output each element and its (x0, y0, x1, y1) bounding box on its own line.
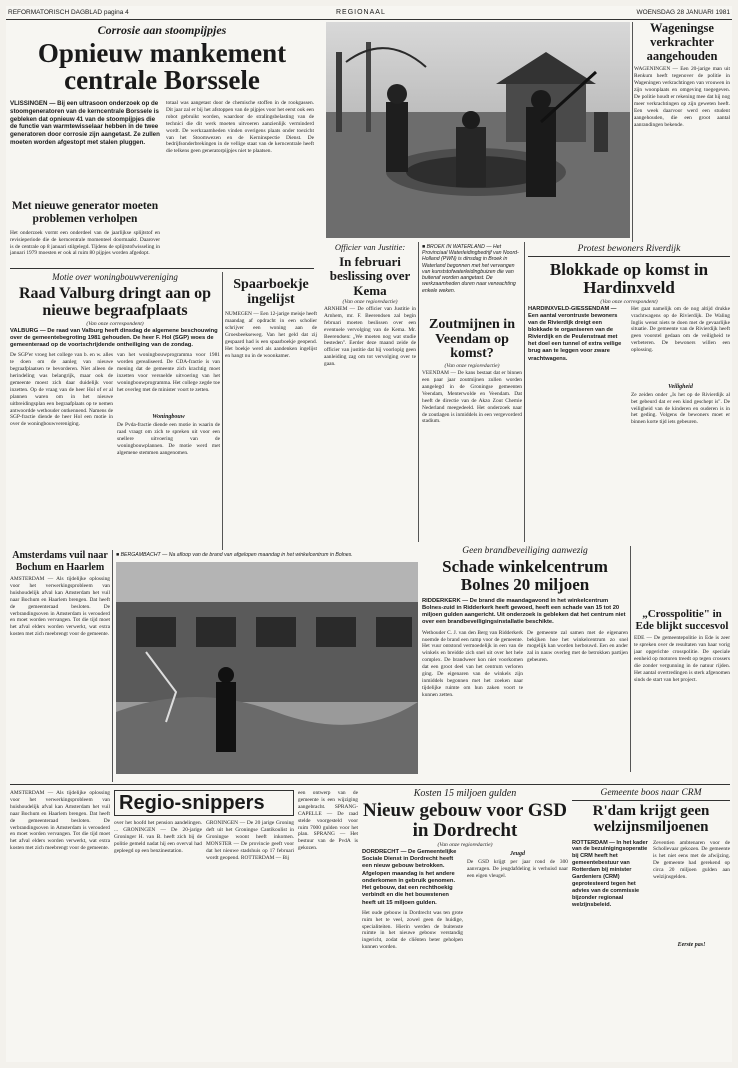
lead: VLISSINGEN — Bij een ultrasoon onderzoek op de stoomgeneratoren van de kerncentrale Borssele is gebleken dat opnieuw 41 van de stoompijpjes die de functie van warmtewisselaar hebben in de twee generatoren door corrosie zijn aangetast. Ze zullen moeten worden afgestopt met stalen pluggen. (10, 100, 160, 146)
kicker: Gemeente boos naar CRM (572, 788, 730, 801)
kicker: Corrosie aan stoompijpjes (97, 23, 227, 37)
kicker: Protest bewoners Riverdijk (528, 244, 730, 257)
headline: Raad Valburg dringt aan op nieuwe begraafplaats (18, 285, 212, 319)
article-kema (324, 242, 416, 474)
photo-image (326, 22, 630, 238)
photo-water-pipes (326, 22, 630, 238)
regio-snippers-col3 (298, 790, 358, 1052)
headline: Zoutmijnen in Veendam op komst? (429, 317, 515, 362)
headline: „Crosspolitie" in Ede blijkt succesvol (635, 608, 729, 633)
byline: (Van onze regioredactie) (342, 298, 398, 305)
divider (630, 546, 631, 772)
masthead-section: REGIONAAL (336, 9, 386, 16)
article-amsterdam (10, 550, 110, 802)
article-generator (10, 200, 160, 264)
headline: Opnieuw mankement centrale Borssele (37, 38, 287, 95)
lead: DORDRECHT — De Gemeentelijke Sociale Dienst in Dordrecht heeft een nieuw gebouw betrokken. Afgelopen maandag is het andere onderkomen in gebruik genomen. Het gebouw, dat een rechthoekig verbindt en die het bouwstenen heeft uit 15 miljoen gulden. (362, 848, 457, 906)
body-2: De GSD krijgt per jaar rond de 300 aanvragen. De jeugdafdeling is verhuisd naar een eigen vleugel. (467, 858, 568, 879)
byline: (Van onze correspondent) (86, 320, 144, 327)
snippet-col-3: een ontwerp van de gemeente is een wijziging aangebracht. SPRANG-CAPELLE — De raad stelde voorgesteld voor ruim 7000 gulden voor het plan. SPRANG — Het bestuur van de PvdA is gekozen. (298, 790, 358, 852)
byline: (Van onze regioredactie) (444, 363, 500, 370)
article-riverdijk (528, 244, 730, 492)
subhead: Woningbouw (152, 414, 185, 421)
photo-fire-damage (116, 562, 418, 774)
kicker: Officier van Justitie: (334, 242, 406, 252)
headline: R'dam krijgt geen welzijnsmiljoenen (592, 803, 710, 835)
headline: Wageningse verkrachter aangehouden (646, 21, 718, 63)
body: AMSTERDAM — Als tijdelijke oplossing voor het verwerkingsprobleem van huishoudelijk afval kan Amsterdam het vuil naar Bochum en Haarlem brengen. Dat heeft de gemeenteraad besloten. De verbrandingsoven in Amsterdam is verouderd en moet worden vervangen. Tot die tijd moet het afval elders worden verwerkt, wat extra kosten met zich meebrengt voor de gemeente. (10, 790, 110, 852)
kicker: Motie over woningbouwvereniging (52, 272, 178, 282)
lead: RIDDERKERK — De brand die maandagavond in het winkelcentrum Bolnes-zuid in Ridderkerk heeft gewoed, heeft een schade van 15 tot 20 miljoen gulden aangericht. Uit onderzoek is gebleken dat het centrum niet over een brandbeveiligingsinstallatie beschikte. (422, 597, 626, 626)
article-crm (572, 788, 730, 1030)
headline: Amsterdams vuil naar Bochum en Haarlem (12, 550, 108, 573)
headline: Met nieuwe generator moeten problemen verholpen (11, 200, 159, 225)
divider (524, 242, 525, 542)
photo-image (116, 562, 418, 774)
amsterdam-continued (10, 790, 110, 1052)
headline: Blokkade op komst in Hardinxveld (549, 260, 709, 298)
body: EDE — De gemeentepolitie in Ede is zeer te spreken over de resultaten van haar vorig jaar opgerichte crosspolitie. De speciale eenheid op motoren treedt op tegen crossers die zonder vergunning in de natuur rijden. Het aantal overtredingen is sterk afgenomen sinds de start van het project. (634, 635, 730, 683)
body: Wethouder C. J. van den Berg van Ridderkerk noemde de brand een ramp voor de gemeente. Het vuur ontstond vermoedelijk in een van de winkels en breidde zich snel uit over het hele complex. De brandweer kon niet voorkomen dat een groot deel van het centrum verloren ging. De eigenaren van de winkels zijn inmiddels begonnen met het zoeken naar tijdelijke ruimte om hun zaken voort te kunnen zetten. (422, 629, 523, 698)
photo-caption: ■ BERGAMBACHT — Na afloop van de brand van afgelopen maandag in het winkelcentrum in Bolnes. (116, 552, 353, 558)
masthead-left: REFORMATORISCH DAGBLAD pagina 4 (8, 9, 129, 16)
divider (632, 22, 633, 242)
body: VEENDAM — De kans bestaat dat er binnen een paar jaar zoutmijnen zullen worden aangelegd in de Groningse gemeenten Veendam, Menterwolde en Veendam. Dat heeft de directie van de Akzo Zout Chemie Nederland meegedeeld. Het onderzoek naar de zoutlagen is inmiddels in een vergevorderd stadium. (422, 370, 522, 425)
body: WAGENINGEN — Een 20-jarige man uit Renkum heeft tegenover de politie in Wageningen verkrachtingen van vrouwen in zijn woonplaats en omgeving toegegeven. De politie houdt er rekening mee dat hij nog meer verkrachtingen op zijn geweten heeft. Een week daarvoor werd een student aangehouden, die een groot aantal aanrandingen bekende. (634, 66, 730, 128)
divider (222, 272, 223, 550)
kicker: Geen brandbeveiliging aanwezig (462, 546, 588, 556)
newspaper-page (6, 6, 732, 1062)
article-gsd (362, 788, 568, 1039)
article-wageningse (634, 22, 730, 216)
subhead: Veiligheid (668, 383, 693, 390)
article-spaarboekje (225, 278, 317, 447)
subhead: Eerste pas! (677, 941, 706, 948)
article-crosspolitie (634, 608, 730, 789)
body: totaal was aangetast door de chemische stoffen in de rookgassen. Dit jaar zal er bij het afstoppen van de pijpjes voor het eerst ook een robot gebruikt worden, waardoor de stralingsbelasting van de technici die dit werk moeten uitvoeren aanzienlijk verminderd wordt. De werkzaamheden vinden overigens plaats onder toezicht van het Stoomwezen en de Kerninspectie Dienst. De bedrijfsonderbrekingen in de vellige staat van de kerncentrale heeft die telkens geen generatorpijpjes niet te plaatsen. (166, 100, 314, 155)
body: Het onderzoek vormt een onderdeel van de jaarlijkse splijtstof en revisieperiode die de kerncentrale momenteel doormaakt. Daarover is de centrale op 8 januari stilgelegd. Tijdens de splijtstofwisseling in januari 1979 moesten er ook al ruim 80 pijpjes worden afgedopt. (10, 229, 160, 257)
lead: HARDINXVELD-GIESSENDAM — Een aantal verontruste bewoners van de Rivierdijk dreigt een blokkade te organiseren van de Rivierdijk en de Peulenstraat met het doel een tunnel of extra veilige brug aan te leggen voor zware vrachtwagens. (528, 305, 622, 362)
snippet-col-1: over het hoofd het pension aandelingen. ... GRONINGEN — De 20-jarige Groninger H. van B. heeft zich bij de politie gemeld nadat hij een overval had gepleegd op een benzinestation. (114, 820, 202, 854)
byline: (Van onze regioredactie) (437, 841, 493, 848)
divider (10, 268, 314, 269)
section-title: Regio-snippers (114, 790, 294, 816)
byline: (Van onze correspondent) (600, 298, 658, 305)
body: ARNHEM — De officier van Justitie in Arnhem, mr. F. Beerendsen zal begin februari moeten beslissen over een eventuele vervolging van de Kema. Mr. Beerendsen: „We moeten nog wat studie besteden". Eerder deze maand zeide de officier van justitie dat hij voorlopig geen aanleiding zag om tot vervolging over te gaan. (324, 305, 416, 368)
headline: Nieuw gebouw voor GSD in Dordrecht (363, 800, 567, 841)
body: Het gaat namelijk om de nog altijd drukke vrachtwagens op de Rivierdijk. De Waling Inglis wenst niets te doen met de gevaarlijke situatie. De gemeente van de Rivierdijk heeft geen voorstel gedaan om de veiligheid te verbeteren. De bewoners willen een oplossing. (631, 305, 730, 354)
headline: Spaarboekje ingelijst (233, 277, 309, 307)
masthead-date: WOENSDAG 28 JANUARI 1981 (636, 9, 730, 16)
article-zoutmijnen (422, 318, 522, 510)
regio-snippers (114, 790, 294, 1056)
article-valburg (10, 272, 220, 530)
photo-caption: ■ BROEK IN WATERLAND — Het Provinciaal Waterleidingbedrijf van Noord-Holland (PWN) is dinsdag in Broek in Waterland begonnen met het vervangen van kunststofwaterleidingbuizen die van buitenaf worden aangetast. De werkzaamheden duren naar verwachting enkele weken. (422, 244, 519, 294)
body: Zeventien ambtenaren voor de Schollevaar gekozen. De gemeente is het niet eens met de afwijzing. De gemeente had gerekend op circa 20 miljoen gulden aan welzijnsgelden. (653, 839, 730, 881)
body: AMSTERDAM — Als tijdelijke oplossing voor het verwerkingsprobleem van huishoudelijk afval kan Amsterdam het vuil naar Bochum en Haarlem brengen. Dat heeft de gemeenteraad besloten. De verbrandingsoven in Amsterdam is verouderd en moet worden vervangen. Tot die tijd moet het afval elders worden verwerkt, wat extra kosten met zich meebrengt voor de gemeente. (10, 576, 110, 638)
body: Het oude gebouw in Dordrecht was ten grote ruim het te veel, zowel geen de huidige, specialiteiten. Hierin werden de buitenste ruimte in het nieuwe gebouw verstandig ingericht, zodat de cliënten beter geholpen kunnen worden. (362, 909, 463, 951)
divider (418, 242, 419, 542)
body: NUMEGEN — Een 12-jarige meisje heeft maandag af opdracht in een scholier schrijver een woning aan de Groesbeekseweg. Van het geld dat zij gespaard had is een spaarboekje geopend. Het boekje werd als aandenken ingelijst en hangt nu in de woonkamer. (225, 311, 317, 359)
body: De SGP'er vroeg het college van b. en w. alles te doen om de aanleg van nieuwe begraafplaatsen te bevorderen. Niet alleen de herindeling was belangrijk, maar ook de gemeente moest zich daar duidelijk voor inzetten. Op de vraag van de heer Hol of er al plannen waren om in het nieuwe uitbreidingsplan een begraafplaats op te nemen antwoordde wethouder ontkennend. Namens de SGP-fractie diende de heer Hol een motie in over de woningbouwvereniging. (10, 352, 113, 428)
divider (112, 550, 113, 782)
snippet-col-2: GRONINGEN — De 20 jarige Groning deft uit het Groningse Cantikoulist in Groningse woont heeft inkomen. MONSTER — De provincie geeft voor dat het nieuwe stadshuis op 17 februari wordt geopend. ROTTERDAM — Bij (206, 820, 294, 861)
kicker: Kosten 15 miljoen gulden (413, 788, 517, 799)
lead: ROTTERDAM — In het kader van de bezuinigingsoperatie bij CRM heeft het gemeentebestuur van Rotterdam bij minister Gardeniers (CRM) geprotesteerd tegen het advies van de commissie bijzonder regionaal welzijnsbeleid. (572, 839, 648, 909)
body-2: Ze zeiden onder „Is het op de Rivierdijk al bet gebeurd dat er een kind geschept is". De veiligheid van de kinderen en ouderen is in het geding. Volgens de bewoners moet er binnen korte tijd iets gebeuren. (631, 391, 730, 426)
lead: VALBURG — De raad van Valburg heeft dinsdag de algemene beschouwing over de gemeentebegroting 1981 gehouden. De heer F. Hol (SGP) woes de gemeenteraad op de voortschrijdende ontheiliging van de zondag. (10, 327, 218, 349)
subhead: Jeugd (510, 850, 525, 857)
headline: In februari beslissing over Kema (329, 254, 411, 298)
headline: Schade winkelcentrum Bolnes 20 miljoen (442, 557, 608, 594)
article-schade (422, 546, 628, 794)
body-2: De gemeente zal samen met de eigenaren bekijken hoe het winkelcentrum zo snel mogelijk kan worden herbouwd. Een en ander zal in nauw overleg met de betrokken partijen gebeuren. (527, 629, 628, 664)
body-3: De Pvda-fractie diende een motie in waarin de raad vraagt om zich te spreken uit voor een snellere uitvoering van de woningbouwplannen. De motie werd met algemene stemmen aangenomen. (117, 422, 220, 456)
divider (10, 784, 730, 785)
masthead (6, 6, 732, 20)
body-2: van het woningbouwprogramma voor 1981 worden gerealiseerd. De CDA-fractie is van mening dat de gemeente zich krachtig moet inzetten voor versnelde uitvoering van het woningbouwprogramma. Het college zegde toe het overleg met de minister voort te zetten. (117, 352, 220, 393)
